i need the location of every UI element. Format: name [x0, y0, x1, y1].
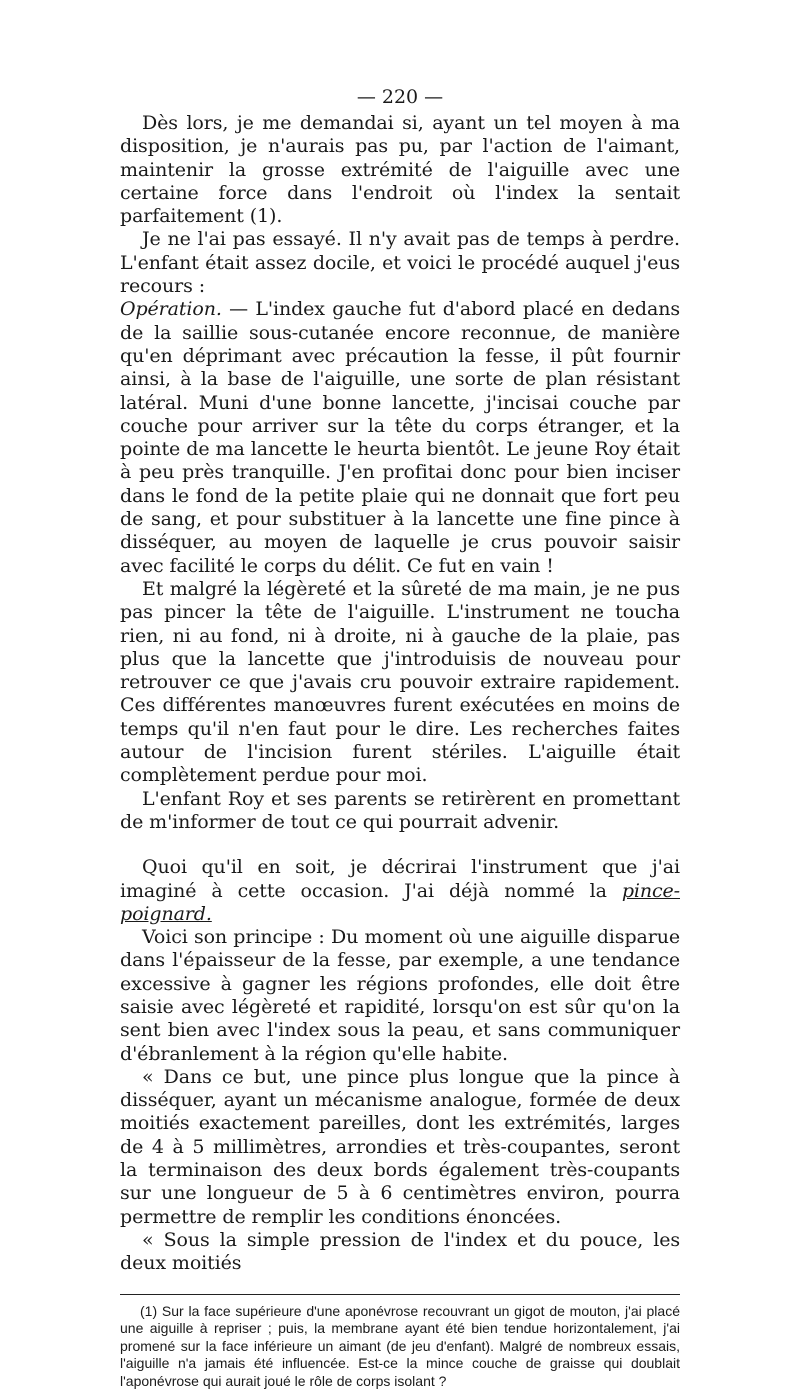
- paragraph-1: Dès lors, je me demandai si, ayant un tel moyen à ma disposition, je n'aurais pas pu, par l'action de l'aimant, maintenir la grosse extrémité de l'aiguille avec une certaine force dans l'endroit où l'index la sentait parfaitement (1).: [120, 112, 680, 228]
- paragraph-2: Je ne l'ai pas essayé. Il n'y avait pas de temps à perdre. L'enfant était assez docile, et voici le procédé auquel j'eus recours :: [120, 228, 680, 298]
- operation-text: — L'index gauche fut d'abord placé en dedans de la saillie sous-cutanée encore reconnue, de manière qu'en déprimant avec précaution la fesse, il pût fournir ainsi, à la base de l'aiguille, une sorte de plan résistant latéral. Muni d'une bonne lancette, j'incisai couche par couche pour arriver sur la tête du corps étranger, et la pointe de ma lancette le heurta bientôt. Le jeune Roy était à peu près tranquille. J'en profitai donc pour bien inciser dans le fond de la petite plaie qui ne donnait que fort peu de sang, et pour substituer à la lancette une fine pince à disséquer, au moyen de laquelle je crus pouvoir saisir avec facilité le corps du délit. Ce fut en vain !: [120, 298, 680, 577]
- paragraph-operation: [120, 298, 680, 578]
- paragraph-5: L'enfant Roy et ses parents se retirèrent en promettant de m'informer de tout ce qui pourrait advenir.: [120, 787, 680, 833]
- operation-heading: Opération.: [120, 298, 222, 321]
- footnote: [120, 1303, 680, 1391]
- paragraph-4: Et malgré la légèreté et la sûreté de ma main, je ne pus pas pincer la tête de l'aiguille. L'instrument ne toucha rien, ni au fond, ni à droite, ni à gauche de la plaie, pas plus que la lancette que j'introduisis de nouveau pour retrouver ce que j'avais cru pouvoir extraire rapidement. Ces différentes manœuvres furent exécutées en moins de temps qu'il n'en faut pour le dire. Les recherches faites autour de l'incision furent stériles. L'aiguille était complètement perdue pour moi.: [120, 577, 680, 787]
- paragraph-6: [120, 856, 680, 926]
- footnote-text: (1) Sur la face supérieure d'une aponévrose recouvrant un gigot de mouton, j'ai placé une aiguille à repriser ; puis, la membrane ayant été bien tendue horizontalement, j'ai promené sur la face inférieure un aimant (de jeu d'enfant). Malgré de nombreux essais, l'aiguille n'a jamais été influencée. Est-ce la mince couche de graisse qui doublait l'aponévrose qui aurait joué le rôle de corps isolant ?: [120, 1302, 680, 1389]
- paragraph-7: Voici son principe : Du moment où une aiguille disparue dans l'épaisseur de la fesse, par exemple, a une tendance excessive à gagner les régions profondes, elle doit être saisie avec légèreté et rapidité, lorsqu'on est sûr qu'on la sent bien avec l'index sous la peau, et sans communiquer d'ébranlement à la région qu'elle habite.: [120, 926, 680, 1065]
- page-number: — 220 —: [356, 86, 444, 108]
- paragraph-8: « Dans ce but, une pince plus longue que la pince à disséquer, ayant un mécanisme analogue, formée de deux moitiés exactement pareilles, dont les extrémités, larges de 4 à 5 millimètres, arrondies et très-coupantes, seront la terminaison des deux bords également très-coupants sur une longueur de 5 à 6 centimètres environ, pourra permettre de remplir les conditions énoncées.: [120, 1065, 680, 1228]
- pince-poignard-term: pince-poignard.: [120, 879, 680, 925]
- book-page: [120, 82, 680, 1391]
- body-text: [120, 112, 680, 1276]
- paragraph-6-text: Quoi qu'il en soit, je décrirai l'instrument que j'ai imaginé à cette occasion. J'ai déjà nommé la: [120, 856, 680, 902]
- footnote-divider: [120, 1294, 680, 1295]
- paragraph-9: « Sous la simple pression de l'index et du pouce, les deux moitiés: [120, 1228, 680, 1275]
